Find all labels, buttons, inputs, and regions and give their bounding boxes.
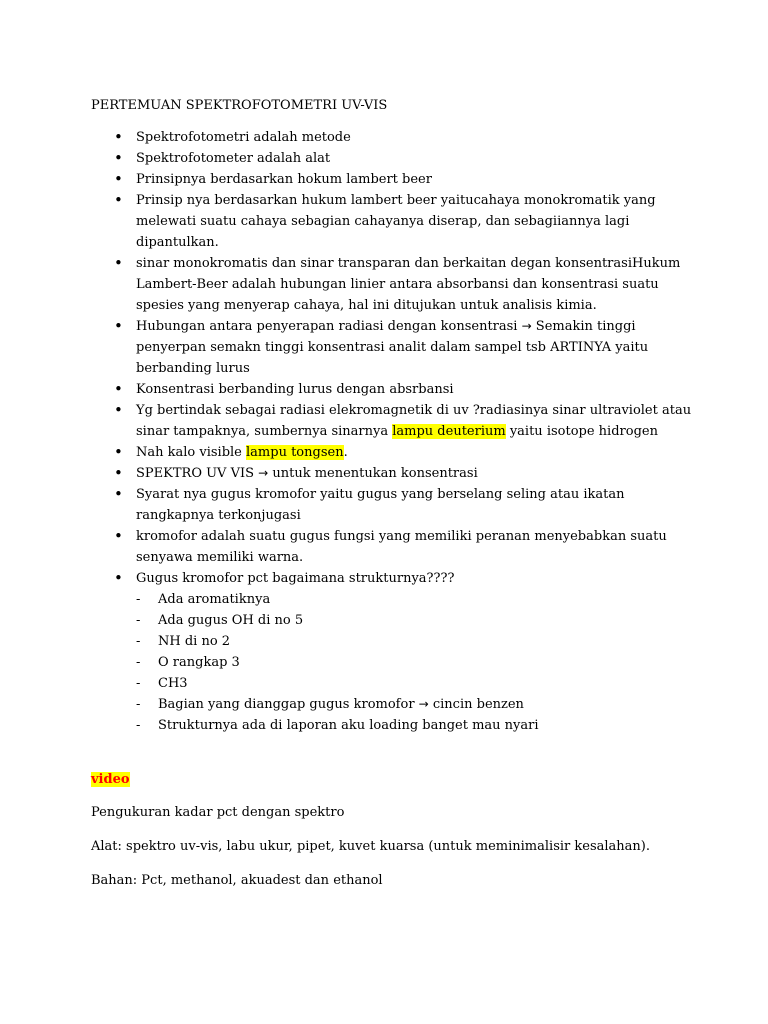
sub-item: [136, 673, 718, 694]
sub-text: O rangkap 3: [158, 655, 240, 670]
bullet-item: [91, 463, 718, 484]
sub-item: [136, 694, 718, 715]
video-label[interactable]: video: [91, 772, 130, 787]
highlight-lampu-deuterium: lampu deuterium: [392, 424, 506, 439]
bullet-text: Spektrofotometri adalah metode: [136, 130, 351, 145]
bullet-text: .: [343, 445, 348, 460]
highlight-lampu-tongsen: lampu tongsen: [246, 445, 344, 460]
bullet-item: [91, 442, 718, 463]
sub-text: Ada gugus OH di no 5: [158, 613, 304, 628]
bullet-text: Gugus kromofor pct bagaimana strukturnya????: [136, 571, 455, 586]
arrow-right-icon: →: [521, 319, 532, 333]
bullet-text: Nah kalo visible: [136, 445, 247, 460]
bullet-text: kromofor adalah suatu gugus fungsi yang memiliki peranan menyebabkan suatu: [136, 529, 667, 544]
bullet-item: [91, 169, 718, 190]
bullet-text: spesies yang menyerap cahaya, hal ini ditujukan untuk analisis kimia.: [136, 298, 597, 313]
bullet-item: [91, 127, 718, 148]
bullet-text: berbanding lurus: [136, 361, 250, 376]
sub-text: Strukturnya ada di laporan aku loading banget mau nyari: [158, 718, 539, 733]
paragraph-bahan: Bahan: Pct, methanol, akuadest dan ethanol: [91, 873, 383, 888]
bullet-item: [91, 484, 718, 526]
bullet-text: Konsentrasi berbanding lurus dengan absrbansi: [136, 382, 454, 397]
sub-text: CH3: [158, 676, 188, 691]
bullet-text: senyawa memiliki warna.: [136, 550, 304, 565]
sub-item: [136, 610, 718, 631]
sub-item: [136, 652, 718, 673]
bullet-item: [91, 190, 718, 253]
sub-text: NH di no 2: [158, 634, 231, 649]
bullet-text: Semakin tinggi: [531, 319, 636, 334]
paragraph-alat: Alat: spektro uv-vis, labu ukur, pipet, kuvet kuarsa (untuk meminimalisir kesalahan).: [91, 839, 650, 854]
video-link[interactable]: [91, 769, 718, 790]
bullet-text: SPEKTRO UV VIS: [136, 466, 259, 481]
bullet-text: Spektrofotometer adalah alat: [136, 151, 331, 166]
bullet-text: melewati suatu cahaya sebagian cahayanya diserap, dan sebagiiannya lagi: [136, 214, 630, 229]
bullet-list: [91, 127, 718, 736]
bullet-text: Lambert-Beer adalah hubungan linier antara absorbansi dan konsentrasi suatu: [136, 277, 659, 292]
document-title: PERTEMUAN SPEKTROFOTOMETRI UV-VIS: [91, 98, 388, 113]
paragraph-pengukuran: Pengukuran kadar pct dengan spektro: [91, 805, 345, 820]
bullet-text: Syarat nya gugus kromofor yaitu gugus yang berselang seling atau ikatan: [136, 487, 625, 502]
sub-text: Bagian yang dianggap gugus kromofor: [158, 697, 419, 712]
bullet-text: penyerpan semakn tinggi konsentrasi analit dalam sampel tsb ARTINYA yaitu: [136, 340, 649, 355]
bullet-item: [91, 379, 718, 400]
arrow-right-icon: →: [258, 466, 269, 480]
sub-list: [136, 589, 718, 736]
arrow-right-icon: →: [418, 697, 429, 711]
bullet-text: dipantulkan.: [136, 235, 219, 250]
bullet-text: Hubungan antara penyerapan radiasi dengan konsentrasi: [136, 319, 522, 334]
bullet-item: [91, 253, 718, 316]
sub-item: [136, 589, 718, 610]
bullet-text: sinar tampaknya, sumbernya sinarnya: [136, 424, 393, 439]
sub-text: Ada aromatiknya: [158, 592, 271, 607]
bullet-text: rangkapnya terkonjugasi: [136, 508, 301, 523]
bullet-item: [91, 400, 718, 442]
bullet-text: Prinsip nya berdasarkan hukum lambert beer yaitucahaya monokromatik yang: [136, 193, 656, 208]
sub-text: cincin benzen: [428, 697, 524, 712]
sub-item: [136, 631, 718, 652]
bullet-item: [91, 316, 718, 379]
bullet-text: yaitu isotope hidrogen: [505, 424, 658, 439]
bullet-item: [91, 148, 718, 169]
bullet-text: Yg bertindak sebagai radiasi elekromagnetik di uv ?radiasinya sinar ultraviolet atau: [136, 403, 692, 418]
bullet-item: [91, 568, 718, 736]
sub-item: [136, 715, 718, 736]
bullet-item: [91, 526, 718, 568]
bullet-text: Prinsipnya berdasarkan hokum lambert beer: [136, 172, 432, 187]
bullet-text: sinar monokromatis dan sinar transparan dan berkaitan degan konsentrasiHukum: [136, 256, 681, 271]
bullet-text: untuk menentukan konsentrasi: [268, 466, 478, 481]
